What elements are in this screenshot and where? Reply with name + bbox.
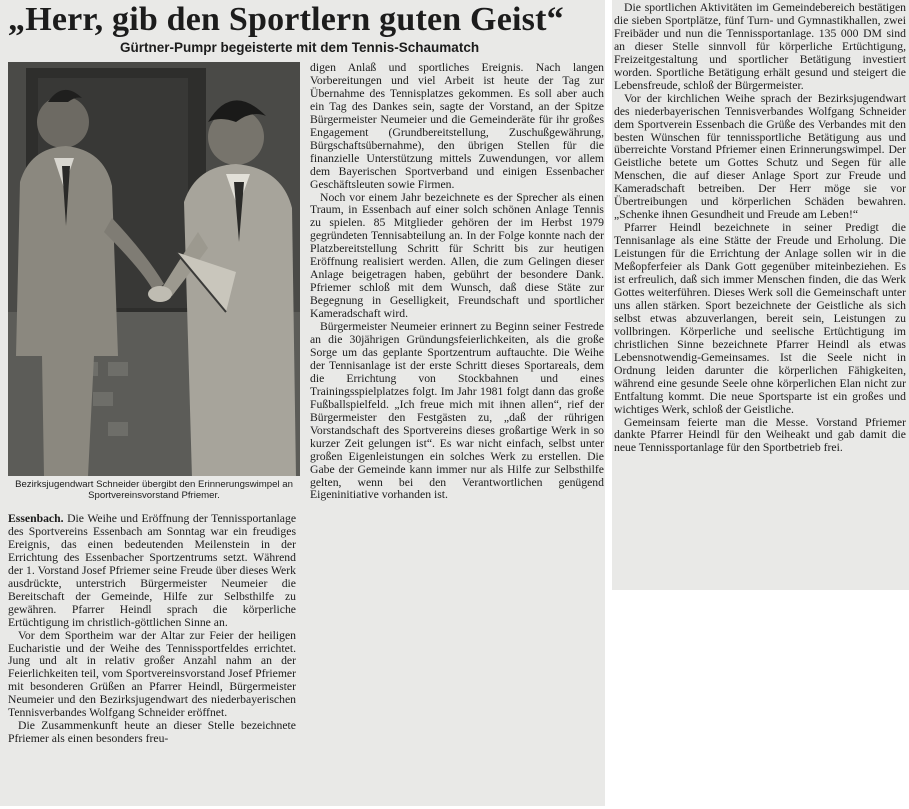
- paragraph: Vor der kirchlichen Weihe sprach der Bezirksjugendwart des niederbayerischen Tennisverbandes Wolfgang Schneider dem Sportverein Essenbach die Grüße des Verbandes mit den besten Wünschen für tennissportliche Betätigung aus und überreichte Vorstand Pfriemer einen Erinnerungswimpel. Der Geistliche betete um Gottes Schutz und Segen für alle Menschen, die auf dieser Anlage Sport zur Freude und Kameradschaft betreiben. Der Herr möge sie vor Übertreibungen und körperlichen Schäden bewahren. „Schenke ihnen Gesundheit und Freude am Leben!“: [614, 91, 906, 222]
- paragraph: Gemeinsam feierte man die Messe. Vorstand Pfriemer dankte Pfarrer Heindl für den Weiheakt und gab damit die neue Tennissportanlage für den Sportbetrieb frei.: [614, 415, 906, 455]
- handshake-photo-illustration: [8, 62, 300, 476]
- paragraph: Bürgermeister Neumeier erinnert zu Beginn seiner Festrede an die 30jährigen Gründungsfeierlichkeiten, als die große Sorge um das geplante Sportzentrum auftauchte. Die Weihe der Tennisanlage ist der erste Schritt dieses Sportareals, dem die Errichtung von Stockbahnen und eines Trainingsspielplatzes folgt. Im Jahr 1981 folgt dann das große Fußballspielfeld. „Ich freue mich mit ihnen allen“, rief der Bürgermeister den Festgästen zu, „daß der rührigen Vorstandschaft des Sportvereins dieses großartige Werk in so kurzer Zeit gelungen ist“. Es war nicht einfach, selbst unter großen Eigenleistungen ein solches Werk zu erstellen. Die Gabe der Gemeinde kann immer nur als Hilfe zur Selbsthilfe gelten, wenn bei den Verantwortlichen genügend Eigeninitiative vorhanden ist.: [310, 320, 604, 502]
- paragraph-text: Die Weihe und Eröffnung der Tennissportanlage des Sportvereins Essenbach am Sonntag war ein freudiges Ereignis, das einen bedeutenden Meilenstein in der Errichtung des Essenbacher Sportzentrums setzt. Während der 1. Vorstand Josef Pfriemer seine Freude über dieses Werk ausdrückte, unterstrich Bürgermeister Neumeier die Bereitschaft der Gemeinde, Hilfe zur Selbsthilfe zu gewähren. Pfarrer Heindl sprach die körperliche Ertüchtigung im christlich-göttlichen Sinne an.: [8, 513, 296, 629]
- paragraph: Vor dem Sportheim war der Altar zur Feier der heiligen Eucharistie und der Weihe des Tennissportfeldes errichtet. Jung und alt in relativ großer Anzahl nahm an der Feierlichkeiten teil, vom Sportvereinsvorstand Josef Pfriemer mit besonderen Grüßen an Pfarrer Heindl, Bürgermeister Neumeier und den Bezirksjugendwart des niederbayerischen Tennisverbandes Wolfgang Schneider eröffnet.: [8, 628, 296, 720]
- article-photo: [8, 62, 300, 476]
- subheadline: Gürtner-Pumpr begeisterte mit dem Tennis-Schaumatch: [120, 40, 480, 55]
- article-column-1: [8, 513, 296, 806]
- headline: „Herr, gib den Sportlern guten Geist“: [8, 1, 564, 38]
- paragraph: Pfarrer Heindl bezeichnete in seiner Predigt die Tennisanlage als eine Stätte der Freude und Erholung. Die Leistungen für die Errichtung der Anlage sollen wir in die Meßopferfeier als Dank Gott gegenüber miteinbeziehen. Es ist erfreulich, daß sich immer Menschen finden, die das Werk Gottes weiterführen. Dieses Werk soll die Gemeinschaft unter uns allen stärken. Sport bezeichnete der Geistliche als sich selbst etwas abzuverlangen, bereit sein, Leistungen zu vollbringen. Körperliche und seelische Ertüchtigung im christlichen Sinne bezeichnete Pfarrer Heindl als etwas Lebensnotwendig-Gemeinsames. Ist die Seele nicht in Ordnung leiden darunter die körperlichen Fähigkeiten, während eine gesunde Seele ohne körperlichen Elan nicht zur Entfaltung kommt. Die neue Sportsparte ist ein großes und wichtiges Werk, schloß der Geistliche.: [614, 221, 906, 416]
- article-column-2: [310, 62, 604, 592]
- paragraph: Noch vor einem Jahr bezeichnete es der Sprecher als einen Traum, in Essenbach auf einer solch schönen Anlage Tennis zu spielen. 85 Mitglieder gehören der im Herbst 1979 gegründeten Tennisabteilung an. In der Folge konnte nach der Platzbereitstellung Schritt für Schritt bis zur heutigen Eröffnung realisiert werden. Allen, die zum Gelingen dieser Anlage beigetragen haben, gebührt der besondere Dank. Pfriemer schloß mit dem Wunsch, daß diese Stäte zur Begegnung in Geselligkeit, Freundschaft und sportlicher Kameradschaft wird.: [310, 190, 604, 321]
- photo-caption: Bezirksjugendwart Schneider übergibt den Erinnerungswimpel an Sportvereinsvorstand Pfriemer.: [15, 479, 293, 501]
- paragraph: digen Anlaß und sportliches Ereignis. Nach langen Vorbereitungen und viel Arbeit ist heute der Tag zur Übernahme des Tennisplatzes gekommen. Es soll aber auch ein Tag des Dankes sein, sagte der Vorstand, an der Spitze Bürgermeister Neumeier und die Gemeinderäte für ihr großes Engagement (Grundbereitstellung, Zuschußgewährung, Bürgschaftsübernahme), den übrigen Stellen für die finanzielle Unterstützung mittels Zuwendungen, vor allem dem Bayerischen Sportverband und einigen Essenbacher Geschäftsleuten sowie Firmen.: [310, 62, 604, 191]
- paragraph: [8, 513, 296, 630]
- article-column-3: [614, 2, 906, 587]
- paragraph: Die Zusammenkunft heute an dieser Stelle bezeichnete Pfriemer als einen besonders freu-: [8, 719, 296, 746]
- newspaper-clipping-right: [612, 0, 909, 590]
- paragraph: Die sportlichen Aktivitäten im Gemeindebereich bestätigen die sieben Sportplätze, fünf Turn- und Gymnastikhallen, zwei Freibäder und nun die Tennissportanlage. 135 000 DM sind an dieser Stelle sinnvoll für körperliche Ertüchtigung, Freizeitgestaltung und sportlicher Betätigung investiert worden. Sportliche Betätigung erhält gesund und steigert die Lebensfreude, schloß der Bürgermeister.: [614, 2, 906, 92]
- dateline: Essenbach.: [8, 513, 64, 525]
